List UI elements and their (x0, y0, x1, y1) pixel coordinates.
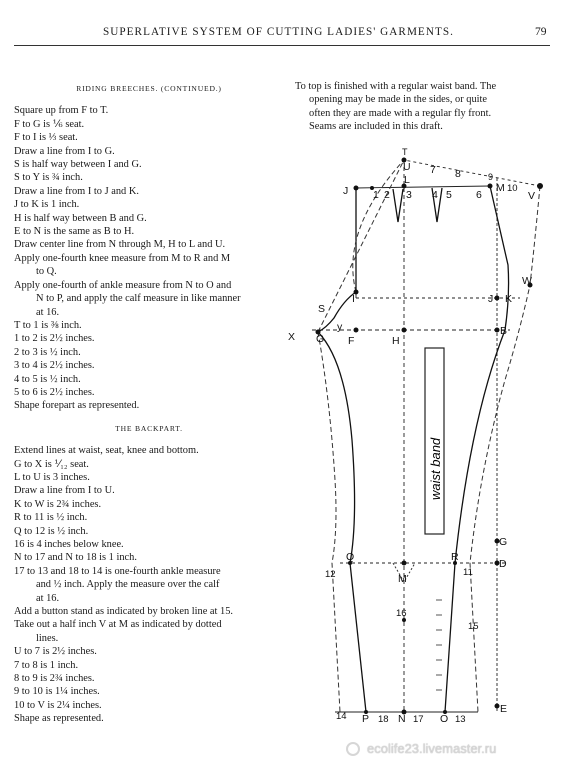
instruction-line: Apply one-fourth knee measure from M to R and M (14, 252, 231, 264)
label-F: F (348, 335, 355, 347)
label-I: I (352, 293, 355, 305)
label-15: 15 (468, 621, 479, 632)
label-T: T (402, 147, 408, 157)
instruction-line: Add a button stand as indicated by broken line at 15. (14, 606, 234, 618)
label-J2: J (488, 293, 494, 305)
instruction-line: 7 to 8 is 1 inch. (14, 659, 79, 671)
instruction-line: to Q. (36, 266, 57, 278)
label-6: 6 (476, 189, 482, 201)
label-9: 9 (488, 172, 494, 182)
label-Y: y (337, 321, 343, 333)
instruction-line: Q to 12 is ½ inch. (14, 525, 89, 537)
instruction-line: R to 11 is ½ inch. (14, 512, 88, 524)
label-5: 5 (446, 189, 452, 201)
instruction-line: Draw a line from I to J and K. (14, 185, 139, 197)
instruction-line: Extend lines at waist, seat, knee and bottom. (14, 445, 199, 457)
label-12: 12 (325, 569, 336, 580)
label-14: 14 (336, 711, 347, 722)
label-18: 18 (378, 714, 389, 725)
intro-line: often they are made with a regular fly front. (309, 107, 492, 119)
label-N: N (398, 713, 406, 725)
instruction-line: Square up from F to T. (14, 105, 109, 117)
instruction-line: 16 is 4 inches below knee. (14, 539, 124, 550)
intro-line: Seams are included in this draft. (309, 121, 443, 133)
label-E: E (500, 703, 508, 715)
riding-instructions (14, 104, 284, 412)
instruction-line: S to Y is ¾ inch. (14, 172, 83, 184)
page-header (0, 0, 564, 46)
backpart-instructions (14, 444, 284, 726)
label-16: 16 (396, 608, 407, 619)
watermark-text: ecolife23.livemaster.ru (367, 741, 497, 756)
label-R: R (451, 551, 459, 563)
instruction-line: 8 to 9 is 2¾ inches. (14, 673, 95, 685)
header-rule (14, 45, 550, 46)
instruction-line: G to X is ⅟₁₂ seat. (14, 458, 89, 470)
right-column (287, 80, 549, 134)
label-1: 1 (373, 189, 379, 201)
instruction-line: U to 7 is 2½ inches. (14, 646, 97, 658)
label-B: B (500, 325, 508, 337)
button-stand-marks (436, 600, 442, 690)
instruction-line: J to K is 1 inch. (14, 199, 80, 211)
instruction-line: 10 to V is 2¼ inches. (14, 699, 102, 711)
label-W: W (522, 275, 532, 287)
instruction-line: 2 to 3 is ½ inch. (14, 346, 81, 358)
waistband-label: waist band (428, 437, 443, 500)
label-17: 17 (413, 714, 424, 725)
label-P: P (362, 713, 370, 725)
label-D: D (499, 558, 507, 570)
instruction-line: 9 to 10 is 1¼ inches. (14, 686, 100, 698)
intro-line: To top is finished with a regular waist band. The (295, 81, 497, 92)
instruction-line: H is half way between B and G. (14, 212, 147, 224)
label-V: V (528, 190, 536, 202)
label-S: S (318, 303, 326, 315)
instruction-line: N to 17 and N to 18 is 1 inch. (14, 552, 137, 564)
label-M: M (398, 573, 407, 585)
label-H: H (392, 335, 400, 347)
label-O: O (440, 713, 449, 725)
breeches-draft-diagram (286, 140, 558, 725)
label-13: 13 (455, 714, 466, 725)
running-title: SUPERLATIVE SYSTEM OF CUTTING LADIES' GARMENTS. (103, 26, 454, 38)
instruction-line: Apply one-fourth of ankle measure from N to O and (14, 279, 232, 291)
label-L: L (404, 174, 410, 186)
instruction-line: lines. (36, 632, 59, 644)
instruction-line: Shape forepart as represented. (14, 400, 140, 412)
label-11: 11 (463, 567, 473, 578)
instruction-line: S is half way between I and G. (14, 159, 142, 171)
left-column (14, 82, 284, 726)
label-4: 4 (432, 189, 438, 201)
section-heading-backpart: THE BACKPART. (115, 423, 183, 433)
instruction-line: 4 to 5 is ½ inch. (14, 373, 81, 385)
label-G2: G (499, 536, 508, 548)
instruction-line: T to 1 is ⅜ inch. (14, 319, 82, 331)
label-Q: Q (346, 551, 355, 563)
instruction-line: L to U is 3 inches. (14, 471, 90, 483)
label-3: 3 (406, 189, 412, 201)
label-X: X (288, 331, 296, 343)
instruction-line: at 16. (36, 306, 60, 318)
instruction-line: Draw a line from I to G. (14, 145, 115, 157)
label-7: 7 (430, 164, 436, 176)
point-markers (316, 158, 544, 715)
instruction-line: and ½ inch. Apply the measure over the calf (36, 579, 220, 591)
page-number: 79 (535, 26, 547, 38)
instruction-line: at 16. (36, 592, 60, 604)
instruction-line: Shape as represented. (14, 713, 104, 725)
instruction-line: 5 to 6 is 2½ inches. (14, 386, 95, 398)
label-8: 8 (455, 168, 461, 180)
instruction-line: K to W is 2¾ inches. (14, 498, 102, 510)
intro-line: opening may be made in the sides, or quite (309, 94, 488, 106)
label-J: J (343, 185, 349, 197)
instruction-line: F to G is ⅙ seat. (14, 118, 85, 130)
instruction-line: Draw a line from I to U. (14, 485, 115, 497)
instruction-line: 1 to 2 is 2½ inches. (14, 333, 95, 345)
label-K: K (505, 293, 513, 305)
label-G: G (316, 333, 325, 345)
watermark-logo-icon (346, 742, 360, 756)
instruction-line: N to P, and apply the calf measure in like manner (36, 293, 241, 305)
instruction-line: E to N is the same as B to H. (14, 226, 135, 238)
instruction-line: Take out a half inch V at M as indicated by dotted (14, 619, 222, 631)
label-U: U (403, 161, 411, 173)
instruction-line: Draw center line from N through M, H to L and U. (14, 239, 226, 251)
section-heading-riding: RIDING BREECHES. (CONTINUED.) (76, 84, 222, 93)
label-2: 2 (384, 189, 390, 201)
instruction-line: 17 to 13 and 18 to 14 is one-fourth ankle measure (14, 565, 221, 577)
instruction-line: F to I is ⅓ seat. (14, 132, 78, 144)
instruction-line: 3 to 4 is 2½ inches. (14, 360, 95, 372)
label-M-top: M (496, 182, 505, 194)
label-10: 10 (507, 183, 518, 194)
